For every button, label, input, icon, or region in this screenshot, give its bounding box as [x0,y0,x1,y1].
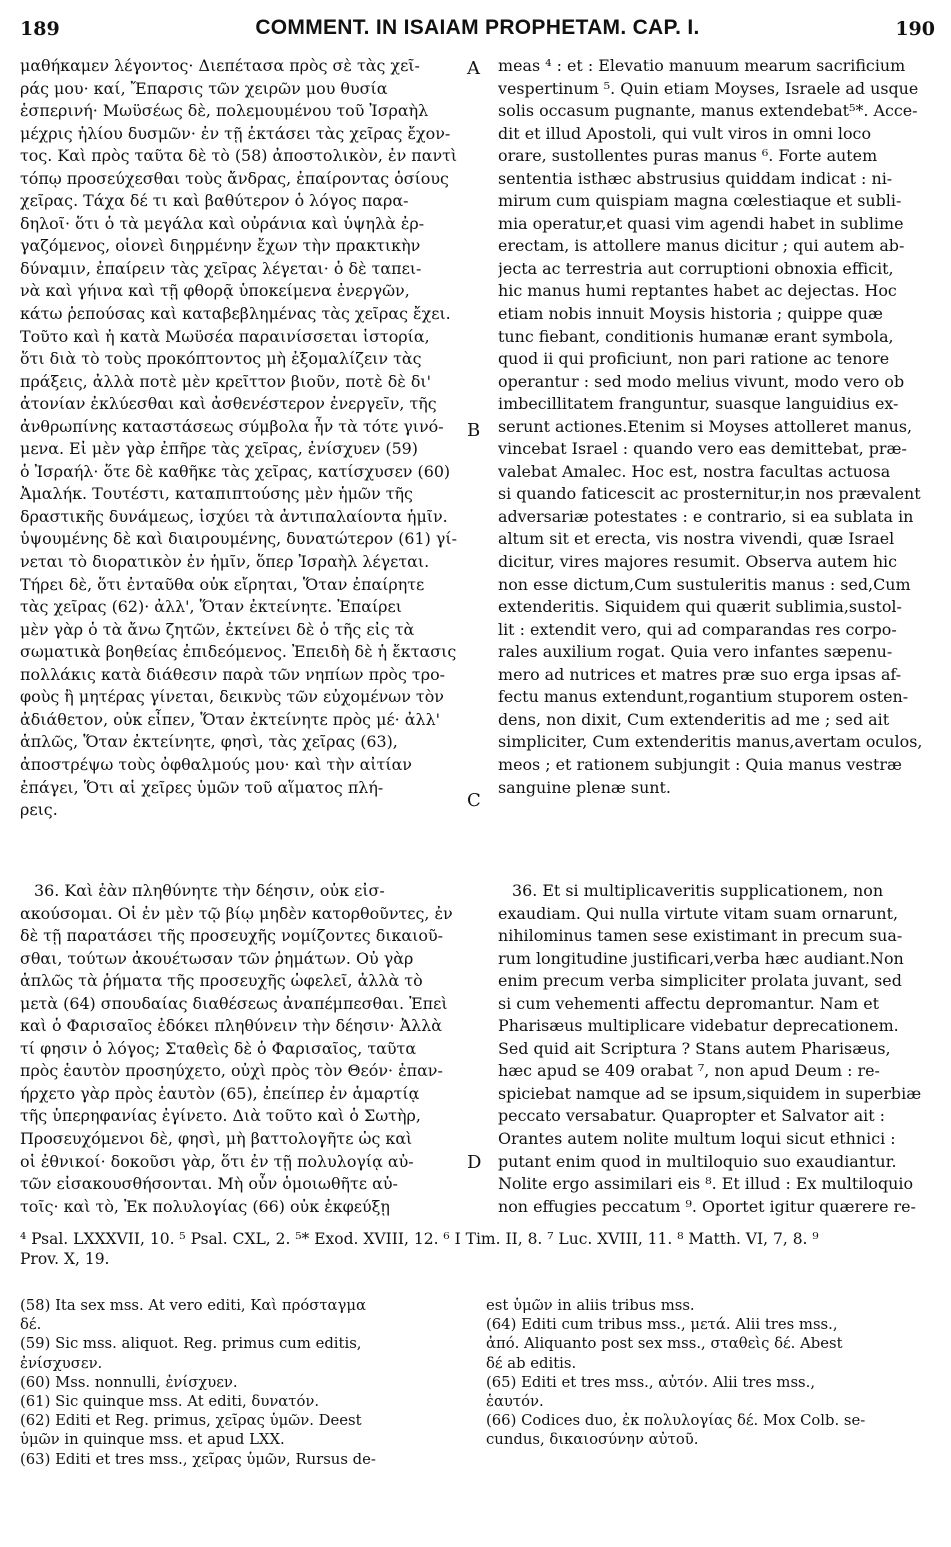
critical-note-line: ἑαυτόν. [486,1393,544,1411]
latin-text-line: Pharisæus multiplicare videbatur deprecationem. [498,1016,899,1036]
greek-text-line: ἑσπερινή· Μωϋσέως δὲ, πολεμουμένου τοῦ Ἰσραὴλ [20,101,429,121]
greek-text-line: δὲ τῇ παρατάσει τῆς προσευχῆς νομίζοντες δικαιοῦ- [20,926,443,946]
greek-text-line: ἁπλῶς τὰ ῥήματα τῆς προσευχῆς ὠφελεῖ, ἀλλὰ τὸ [20,971,423,991]
latin-text-line: peccato versabatur. Quapropter et Salvator ait : [498,1106,886,1126]
greek-text-line: σωματικὰ βοηθείας ἐπιδεόμενος. Ἐπειδὴ δὲ ἡ ἔκτασις [20,642,457,662]
latin-text-line: extenderitis. Siquidem qui quærit sublimia,sustol- [498,597,902,617]
greek-text-line: ήρχετο γὰρ πρὸς ἑαυτὸν (65), ἐπείπερ ἐν ἁμαρτίᾳ [20,1083,420,1103]
latin-text-line: jecta ac terrestria aut corruptioni obnoxia efficit, [498,258,894,278]
margin-letter-b: B [467,420,481,441]
critical-note-line: (61) Sic quinque mss. At editi, δυνατόν. [20,1393,320,1411]
greek-text-line: οἱ ἐθνικοί· δοκοῦσι γὰρ, ὅτι ἐν τῇ πολυλογίᾳ αὐ- [20,1151,414,1171]
margin-letter-d: D [467,1152,482,1173]
latin-text-line: erectam, is attollere manus dicitur ; qui autem ab- [498,236,905,256]
latin-text-line: operantur : sed modo melius vivunt, modo vero ob [498,371,905,391]
latin-text-line: Orantes autem nolite multum loqui sicut ethnici : [498,1129,896,1149]
greek-text-line: μετὰ (64) σπουδαίας διαθέσεως ἀναπέμπεσθαι. Ἐπεὶ [20,993,448,1013]
latin-text-line: simpliciter, Cum extenderitis manus,avertam oculos, [498,732,923,752]
critical-note-line: cundus, δικαιοσύνην αὐτοῦ. [486,1431,699,1449]
latin-text-line: quod ii qui proficiunt, non pari ratione ac tenore [498,349,890,369]
page-number-left: 189 [20,18,60,40]
critical-note-line: δέ ab editis. [486,1354,577,1372]
latin-text-line: non effugies peccatum ⁹. Oportet igitur quærere re- [498,1196,916,1216]
greek-text-line: κάτω ῥεπούσας καὶ καταβεβλημένας τὰς χεῖρας ἔχει. [20,304,451,324]
greek-text-section-2 [20,880,460,1218]
latin-text-line: mia operatur,et quasi vim agendi habet in sublime [498,213,904,233]
greek-text-line: δραστικῆς δυνάμεως, ἰσχύει τὰ ἀντιπαλαίοντα ἡμῖν. [20,506,448,526]
latin-text-line: nihilominus tamen sese existimant in precum sua- [498,926,903,946]
latin-text-line: lit : extendit vero, qui ad comparandas res corpo- [498,619,897,639]
margin-letter-c: C [467,790,481,811]
greek-text-line: πράξεις, ἀλλὰ ποτὲ μὲν κρεῖττον βιοῦν, ποτὲ δὲ δι' [20,371,432,391]
latin-text-line: dens, non dixit, Cum extenderitis ad me ; sed ait [498,709,890,729]
greek-text-line: χεῖρας. Τάχα δέ τι καὶ βαθύτερον ὁ λόγος παρα- [20,191,409,211]
scripture-ref-line: Prov. X, 19. [20,1250,110,1268]
latin-text-line: mero ad nutrices et matres præ suo erga ipsas af- [498,664,902,684]
latin-text-line: rales auxilium rogat. Quia vero infantes sæpenu- [498,642,893,662]
greek-text-line: Τήρει δὲ, ὅτι ἐνταῦθα οὐκ εἴρηται, Ὅταν ἐπαίρητε [20,574,425,594]
scripture-references [20,1229,932,1269]
critical-note-line: (58) Ita sex mss. At vero editi, Καὶ πρόσταγμα [20,1297,366,1314]
greek-text-line: νὰ καὶ γήινα καὶ τῇ φθορᾷ ὑποκείμενα ἐνεργῶν, [20,281,410,301]
latin-text-line: solis occasum pugnante, manus extendebat⁵*. Acce- [498,101,918,121]
latin-text-line: orare, sustollentes puras manus ⁶. Forte autem [498,146,878,166]
latin-text-line: spiciebat namque ad se ipsum,siquidem in superbiæ [498,1083,922,1103]
critical-note-line: ἐνίσχυσεν. [20,1354,103,1372]
latin-text-line: meas ⁴ : et : Elevatio manuum mearum sacrificium [498,56,906,75]
latin-text-line: si cum vehementi affectu depromantur. Nam et [498,993,880,1013]
greek-text-line: δύναμιν, ἐπαίρειν τὰς χεῖρας λέγεται· ὁ δὲ ταπει- [20,258,422,278]
greek-text-line: πρὸς ἑαυτὸν προσηύχετο, οὐχὶ πρὸς τὸν Θεόν· ἐπαν- [20,1061,443,1081]
greek-text-line: ἐπάγει, Ὅτι αἱ χεῖρες ὑμῶν τοῦ αἵματος πλή- [20,777,384,797]
greek-text-line: σθαι, τούτων ἀκουέτωσαν τῶν ῥημάτων. Οὐ γὰρ [20,948,414,968]
latin-text-line: adversariæ potestates : e contrario, si ea sublata in [498,506,914,526]
critical-note-line: (63) Editi et tres mss., χεῖρας ὑμῶν, Rursus de- [20,1450,376,1468]
critical-note-line: est ὑμῶν in aliis tribus mss. [486,1297,695,1314]
greek-text-line: πολλάκις κατὰ διάθεσιν παρὰ τῶν νηπίων πρὸς τρο- [20,664,446,684]
greek-text-line: τί φησιν ὁ λόγος; Σταθεὶς δὲ ὁ Φαρισαῖος, ταῦτα [20,1038,417,1058]
latin-text-line: sententia isthæc abstrusius quiddam indicat : ni- [498,168,893,188]
latin-text-line: si quando faticescit ac prosternitur,in nos prævalent [498,484,921,504]
greek-text-line: τος. Καὶ πρὸς ταῦτα δὲ τὸ (58) ἀποστολικὸν, ἐν παντὶ [20,146,458,166]
greek-text-section-1 [20,55,460,822]
latin-text-line: vespertinum ⁵. Quin etiam Moyses, Israele ad usque [498,78,919,98]
greek-text-line: ἀποστρέψω τοὺς ὀφθαλμούς μου· καὶ τὴν αἰτίαν [20,754,412,774]
latin-text-line: serunt actiones.Etenim si Moyses attolleret manus, [498,416,913,436]
critical-notes-left [20,1296,460,1469]
latin-text-line: mirum cum quispiam magna cœlestiaque et subli- [498,191,902,211]
greek-text-line: Ἀμαλήκ. Τουτέστι, καταπιπτούσης μὲν ἡμῶν τῆς [20,484,413,504]
greek-text-line: ἀτονίαν ἐκλύεσθαι καὶ ἀσθενέστερον ἐνεργεῖν, τῆς [20,394,437,414]
latin-text-line: vincebat Israel : quando vero eas demittebat, præ- [498,439,907,459]
greek-text-line: γαζόμενος, οἱονεὶ διηρμένην ἔχων τὴν πρακτικὴν [20,236,421,256]
latin-text-section-1 [498,55,932,799]
critical-note-line: (64) Editi cum tribus mss., μετά. Alii tres mss., [486,1316,838,1334]
latin-text-line: fectu manus extendunt,rogantium stuporem osten- [498,687,909,707]
latin-text-line: Nolite ergo assimilari eis ⁸. Et illud : Ex multiloquio [498,1174,914,1194]
critical-note-line: δέ. [20,1316,42,1334]
greek-text-line: ὅτι διὰ τὸ τοὺς προκόπτοντος μὴ ἐξομαλίζειν τὰς [20,349,422,369]
critical-note-line: ὑμῶν in quinque mss. et apud LXX. [20,1431,285,1449]
running-title: COMMENT. IN ISAIAM PROPHETAM. CAP. I. [255,16,700,39]
greek-text-line: ἀνθρωπίνης καταστάσεως σύμβολα ἦν τὰ τότε γινό- [20,416,444,436]
greek-text-line: μὲν γὰρ ὁ τὰ ἄνω ζητῶν, ἐκτείνει δὲ ὁ τῆς εἰς τὰ [20,619,415,639]
latin-text-line: dicitur, vires majores resumit. Observa autem hic [498,552,898,572]
latin-text-line: dit et illud Apostoli, qui vult viros in omni loco [498,123,872,143]
greek-text-line: ρεις. [20,800,58,820]
greek-text-line: δηλοῖ· ὅτι ὁ τὰ μεγάλα καὶ οὐράνια καὶ ὑψηλὰ ἐρ- [20,213,425,233]
greek-text-line: τῆς ὑπερηφανίας ἐγίνετο. Διὰ τοῦτο καὶ ὁ Σωτὴρ, [20,1106,421,1126]
latin-text-line: 36. Et si multiplicaveritis supplicationem, non [512,881,884,900]
greek-text-line: μέχρις ἡλίου δυσμῶν· ἐν τῇ ἐκτάσει τὰς χεῖρας ἔχον- [20,123,451,143]
greek-text-line: τὰς χεῖρας (62)· ἀλλ', Ὅταν ἐκτείνητε. Ἐπαίρει [20,597,402,617]
greek-text-line: καὶ ὁ Φαρισαῖος ἐδόκει πληθύνειν τὴν δέησιν· Ἀλλὰ [20,1016,442,1036]
latin-text-line: meos ; et rationem subjungit : Quia manus vestræ [498,754,902,774]
greek-text-line: νεται τὸ διορατικὸν ἐν ἡμῖν, ὅπερ Ἰσραὴλ λέγεται. [20,552,430,572]
margin-letter-a: A [467,58,480,79]
critical-note-line: ἀπό. Aliquanto post sex mss., σταθεὶς δέ. Abest [486,1335,843,1353]
greek-text-line: τόπῳ προσεύχεσθαι τοὺς ἄνδρας, ἐπαίροντας ὁσίους [20,168,449,188]
latin-text-line: hæc apud se 409 orabat ⁷, non apud Deum : re- [498,1061,880,1081]
greek-text-line: τῶν εἰσακουσθήσονται. Μὴ οὖν ὁμοιωθῆτε αὐ- [20,1174,398,1194]
greek-text-line: Τοῦτο καὶ ἡ κατὰ Μωϋσέα παραινίσσεται ἱστορία, [20,326,430,346]
latin-text-line: enim precum verba simpliciter prolata juvant, sed [498,971,902,991]
page-number-right: 190 [895,18,935,40]
greek-text-line: Προσευχόμενοι δὲ, φησὶ, μὴ βαττολογῆτε ὡς καὶ [20,1129,413,1149]
latin-text-line: hic manus humi reptantes habet ac dejectas. Hoc [498,281,897,301]
greek-text-line: τοῖς· καὶ τὸ, Ἐκ πολυλογίας (66) οὐκ ἐκφεύξῃ [20,1196,390,1216]
latin-text-line: putant enim quod in multiloquio suo exaudiantur. [498,1151,897,1171]
greek-text-line: ὁ Ἰσραήλ· ὅτε δὲ καθῆκε τὰς χεῖρας, κατίσχυσεν (60) [20,461,451,481]
latin-text-line: Sed quid ait Scriptura ? Stans autem Pharisæus, [498,1038,891,1058]
greek-text-line: ἁπλῶς, Ὅταν ἐκτείνητε, φησὶ, τὰς χεῖρας (63), [20,732,398,752]
critical-note-line: (65) Editi et tres mss., αὐτόν. Alii tres mss., [486,1373,816,1391]
greek-text-line: ἀδιάθετον, οὐκ εἶπεν, Ὅταν ἐκτείνητε πρὸς μέ· ἀλλ' [20,709,441,729]
latin-text-line: etiam nobis innuit Moysis historia ; quippe quæ [498,304,883,324]
critical-note-line: (59) Sic mss. aliquot. Reg. primus cum editis, [20,1335,362,1353]
greek-text-line: φοὺς ἢ μητέρας γίνεται, δεικνὺς τῶν εὐχομένων τὸν [20,687,444,707]
page-header [20,14,935,48]
critical-note-line: (62) Editi et Reg. primus, χεῖρας ὑμῶν. Deest [20,1412,362,1430]
scripture-ref-line: ⁴ Psal. LXXXVII, 10. ⁵ Psal. CXL, 2. ⁵* Exod. XVIII, 12. ⁶ I Tim. II, 8. ⁷ Luc. XVIII, 11. ⁸ Matth. VI, 7, 8. ⁹ [20,1230,819,1248]
latin-text-line: tunc fiebant, conditionis humanæ erant symbola, [498,326,894,346]
latin-text-section-2 [498,880,932,1218]
critical-notes-right [486,1296,932,1450]
latin-text-line: non esse dictum,Cum sustuleritis manus : sed,Cum [498,574,911,594]
critical-note-line: (60) Mss. nonnulli, ἐνίσχυεν. [20,1373,238,1391]
greek-text-line: 36. Καὶ ἐὰν πληθύνητε τὴν δέησιν, οὐκ εἰσ- [34,881,385,900]
latin-text-line: rum longitudine justificari,verba hæc audiant.Non [498,948,904,968]
latin-text-line: valebat Amalec. Hoc est, nostra facultas actuosa [498,461,891,481]
greek-text-line: ράς μου· καί, Ἔπαρσις τῶν χειρῶν μου θυσία [20,78,388,98]
latin-text-line: imbecillitatem franguntur, suasque languidius ex- [498,394,899,414]
latin-text-line: altum sit et erecta, vis nostra vivendi, quæ Israel [498,529,895,549]
greek-text-line: μενα. Εἰ μὲν γὰρ ἐπῆρε τὰς χεῖρας, ἐνίσχυεν (59) [20,439,418,459]
greek-text-line: ακούσομαι. Οἱ ἐν μὲν τῷ βίῳ μηδὲν κατορθοῦντες, ἐν [20,903,453,923]
greek-text-line: μαθήκαμεν λέγοντος· Διεπέτασα πρὸς σὲ τὰς χεῖ- [20,56,420,75]
latin-text-line: sanguine plenæ sunt. [498,777,671,797]
latin-text-line: exaudiam. Qui nulla virtute vitam suam ornarunt, [498,903,899,923]
critical-note-line: (66) Codices duo, ἐκ πολυλογίας δέ. Mox Colb. se- [486,1412,866,1430]
greek-text-line: ὑψουμένης δὲ καὶ διαιρουμένης, δυνατώτερον (61) γί- [20,529,457,549]
